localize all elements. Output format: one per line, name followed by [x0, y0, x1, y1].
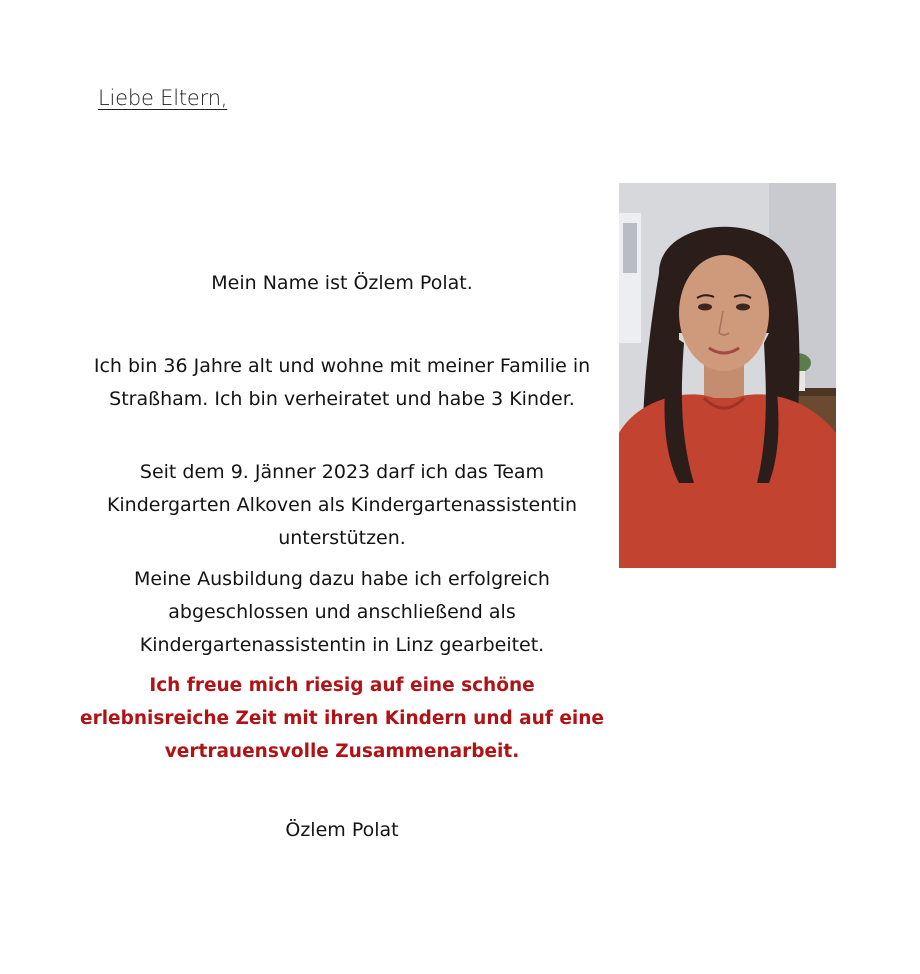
paragraph-family: Ich bin 36 Jahre alt und wohne mit meiner Familie in Straßham. Ich bin verheiratet und habe 3 Kinder. [93, 355, 591, 410]
closing-message: Ich freue mich riesig auf eine schöne erlebnisreiche Zeit mit ihren Kindern und auf eine vertrauensvolle Zusammenarbeit. [80, 675, 604, 762]
portrait-photo [619, 183, 836, 568]
paragraph-team: Seit dem 9. Jänner 2023 darf ich das Team Kindergarten Alkoven als Kindergartenassistentin unterstützen. [106, 461, 578, 549]
signature: Özlem Polat [285, 819, 399, 841]
intro-line: Mein Name ist Özlem Polat. [211, 272, 473, 294]
paragraph-education: Meine Ausbildung dazu habe ich erfolgreich abgeschlossen und anschließend als Kindergartenassistentin in Linz gearbeitet. [134, 568, 550, 656]
greeting: Liebe Eltern, [98, 86, 228, 110]
